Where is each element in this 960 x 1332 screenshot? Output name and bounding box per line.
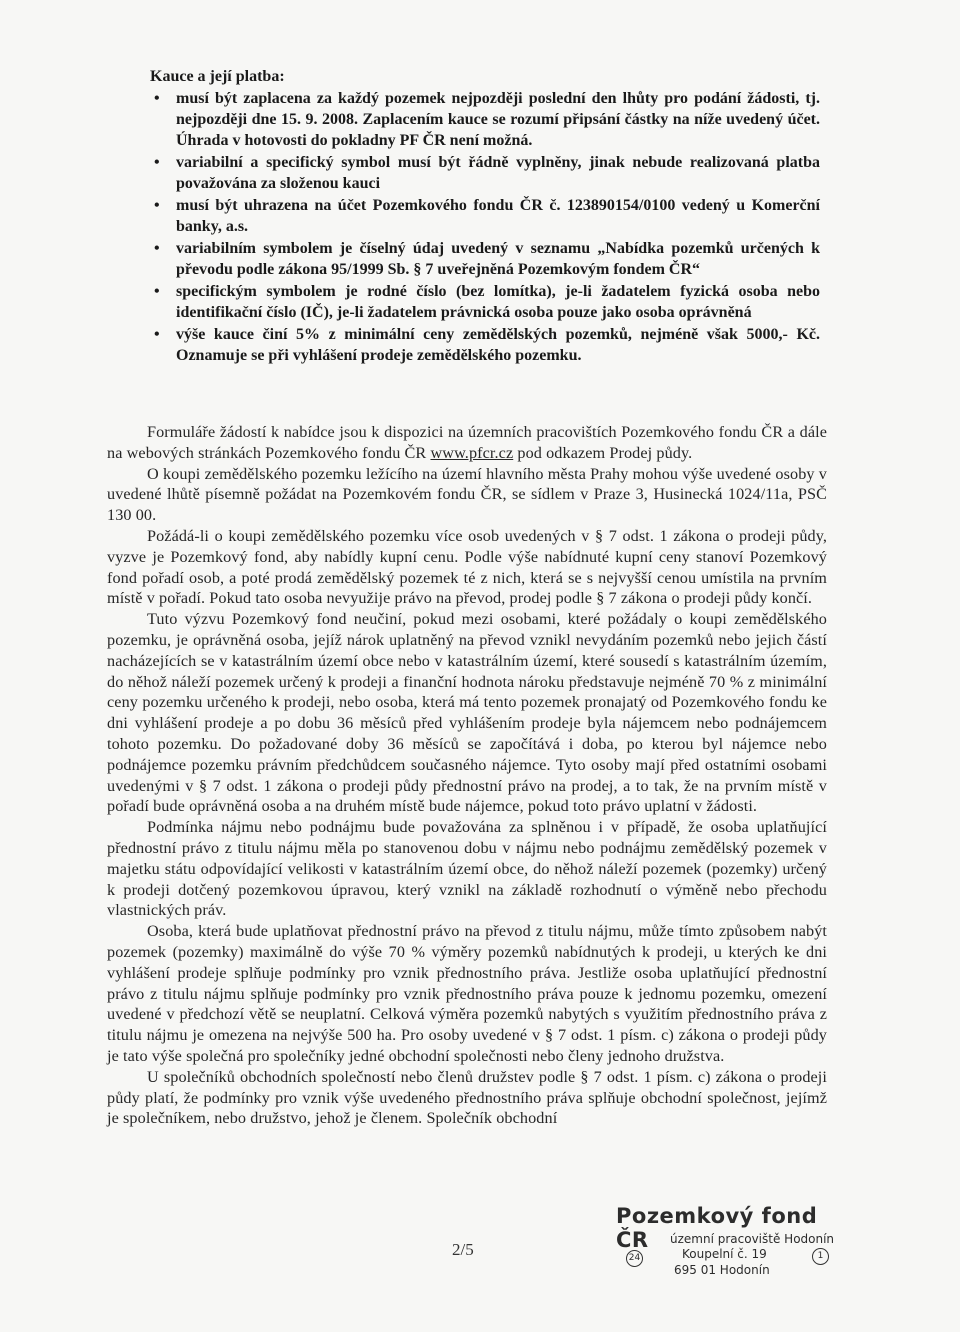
list-item: • variabilním symbolem je číselný údaj uvedený v seznamu „Nabídka pozemků určených k převodu podle zákona 95/1999 Sb. § 7 uveřejněná Pozemkovým fondem ČR“ [176, 238, 820, 280]
office-stamp [612, 1200, 842, 1280]
list-item: • variabilní a specifický symbol musí být řádně vyplněny, jinak nebude realizovaná platba považována za složenou kauci [176, 152, 820, 194]
paragraph: Tuto výzvu Pozemkový fond neučiní, pokud mezi osobami, které požádaly o koupi zemědělského pozemku, je oprávněná osoba, jejíž nárok uplatněný na převod vznikl nevydáním pozemků nebo jejich částí nacházejících se v katastrálním území obce nebo v katastrálním území, které sousedí s katastrálním územím, do něhož náleží pozemek určený k prodeji a finanční hodnota nároku představuje nejméně 70 % z minimální ceny pozemku určeného k prodeji, nebo osoba, která má tento pozemek pronajatý od Pozemkového fondu ke dni vyhlášení prodeje a po dobu 36 měsíců před vyhlášením prodeje byla nájemcem nebo podnájemcem tohoto pozemku. Do požadované doby 36 měsíců se započítává i doba, po kterou byl nájemce nebo podnájemce pozemku právním předchůdcem současného nájemce. Tyto osoby mají před ostatními osobami uvedenými v § 7 odst. 1 zákona o prodeji půdy přednostní právo na prodej, a to tak, že na prvním místě v pořadí bude oprávněná osoba a na druhém místě bude nájemce, pokud toto právo uplatní v žádosti. [107, 610, 827, 816]
stamp-line: Koupelní č. 19 [682, 1247, 767, 1261]
stamp-number-badge: 1 [812, 1248, 829, 1265]
stamp-line: 695 01 Hodonín [674, 1263, 770, 1277]
section-heading: Kauce a její platba: [150, 68, 285, 85]
paragraph: O koupi zemědělského pozemku ležícího na území hlavního města Prahy mohou výše uvedené osoby v uvedené lhůtě písemně požádat na Pozemkovém fondu ČR, se sídlem v Praze 3, Husinecká 1024/11a, PSČ 130 00. [107, 464, 827, 525]
list-item: • musí být uhrazena na účet Pozemkového fondu ČR č. 123890154/0100 vedený u Komerční banky, a.s. [176, 195, 820, 237]
stamp-title: Pozemkový fond ČR [616, 1204, 818, 1252]
paragraph [107, 422, 827, 464]
deposit-conditions-list [150, 88, 820, 366]
deposit-section [150, 66, 820, 367]
page-number: 2/5 [452, 1240, 474, 1259]
paragraph-text: pod odkazem Prodej půdy. [513, 443, 693, 462]
paragraph: Podmínka nájmu nebo podnájmu bude považována za splněnou i v případě, že osoba uplatňující přednostní právo z titulu nájmu měla po stanovenou dobu v nájmu nebo podnájmu zemědělský pozemek v majetku státu odpovídající velikosti v katastrálním území obce, do něhož náleží pozemek (pozemky) určený k prodeji dotčený pozemkovou úpravou, který vznikl na základě rozhodnutí o výměně nebo přechodu vlastnických práv. [107, 818, 827, 920]
paragraph: Osoba, která bude uplatňovat přednostní právo na převod z titulu nájmu, může tímto způsobem nabýt pozemek (pozemky) maximálně do výše 70 % výměry pozemků nabídnutých k prodeji, u kterých ke dni vyhlášení prodeje splňuje podmínky pro vznik přednostního práva. Jestliže osoba uplatňující přednostní právo z titulu nájmu splňuje podmínky pro vznik přednostního práva pouze k jednomu pozemku, omezení uvedené v předchozí větě se neuplatní. Celková výměra pozemků nabytých s využitím přednostního práva z titulu nájmu je omezena na nejvýše 500 ha. Pro osoby uvedené v § 7 odst. 1 písm. c) zákona o prodeji půdy je tato výše společná pro společníky jedné obchodní společnosti nebo členy jednoho družstva. [107, 922, 827, 1065]
list-item: • musí být zaplacena za každý pozemek nejpozději poslední den lhůty pro podání žádosti, tj. nejpozději dne 15. 9. 2008. Zaplacením kauce se rozumí připsání částky na níže uvedený účet. Úhrada v hotovosti do pokladny PF ČR není možná. [176, 88, 820, 151]
website-link[interactable]: www.pfcr.cz [430, 443, 514, 462]
body-text [107, 422, 827, 1129]
paragraph: U společníků obchodních společností nebo členů družstev podle § 7 odst. 1 písm. c) zákona o prodeji půdy platí, že podmínky pro vznik výše uvedeného přednostního práva splňuje obchodní společnost, jejímž je společníkem, nebo družstvo, jehož je členem. Společník obchodní [107, 1067, 827, 1128]
paragraph-text: Formuláře žádostí k nabídce jsou k dispozici na územních pracovištích Pozemkového fondu ČR a dále na webových stránkách Pozemkového fondu ČR [107, 423, 827, 462]
stamp-number-badge: 24 [626, 1250, 643, 1267]
paragraph: Požádá-li o koupi zemědělského pozemku více osob uvedených v § 7 odst. 1 zákona o prodeji půdy, vyzve je Pozemkový fond, aby nabídly kupní cenu. Podle výše nabídnuté kupní ceny stanoví Pozemkový fond pořadí osob, a poté prodá zemědělský pozemek té z nich, která se s nejvyšší cenou umístila na prvním místě v pořadí. Pokud tato osoba nevyužije právo na převod, prodej podle § 7 zákona o prodeji půdy končí. [107, 526, 827, 608]
list-item: • výše kauce činí 5% z minimální ceny zemědělských pozemků, nejméně však 5000,- Kč. Oznamuje se při vyhlášení prodeje zemědělského pozemku. [176, 324, 820, 366]
list-item: • specifickým symbolem je rodné číslo (bez lomítka), je-li žadatelem fyzická osoba nebo identifikační číslo (IČ), je-li žadatelem právnická osoba pouze jako osoba oprávněná [176, 281, 820, 323]
stamp-line: územní pracoviště Hodonín [670, 1232, 835, 1246]
